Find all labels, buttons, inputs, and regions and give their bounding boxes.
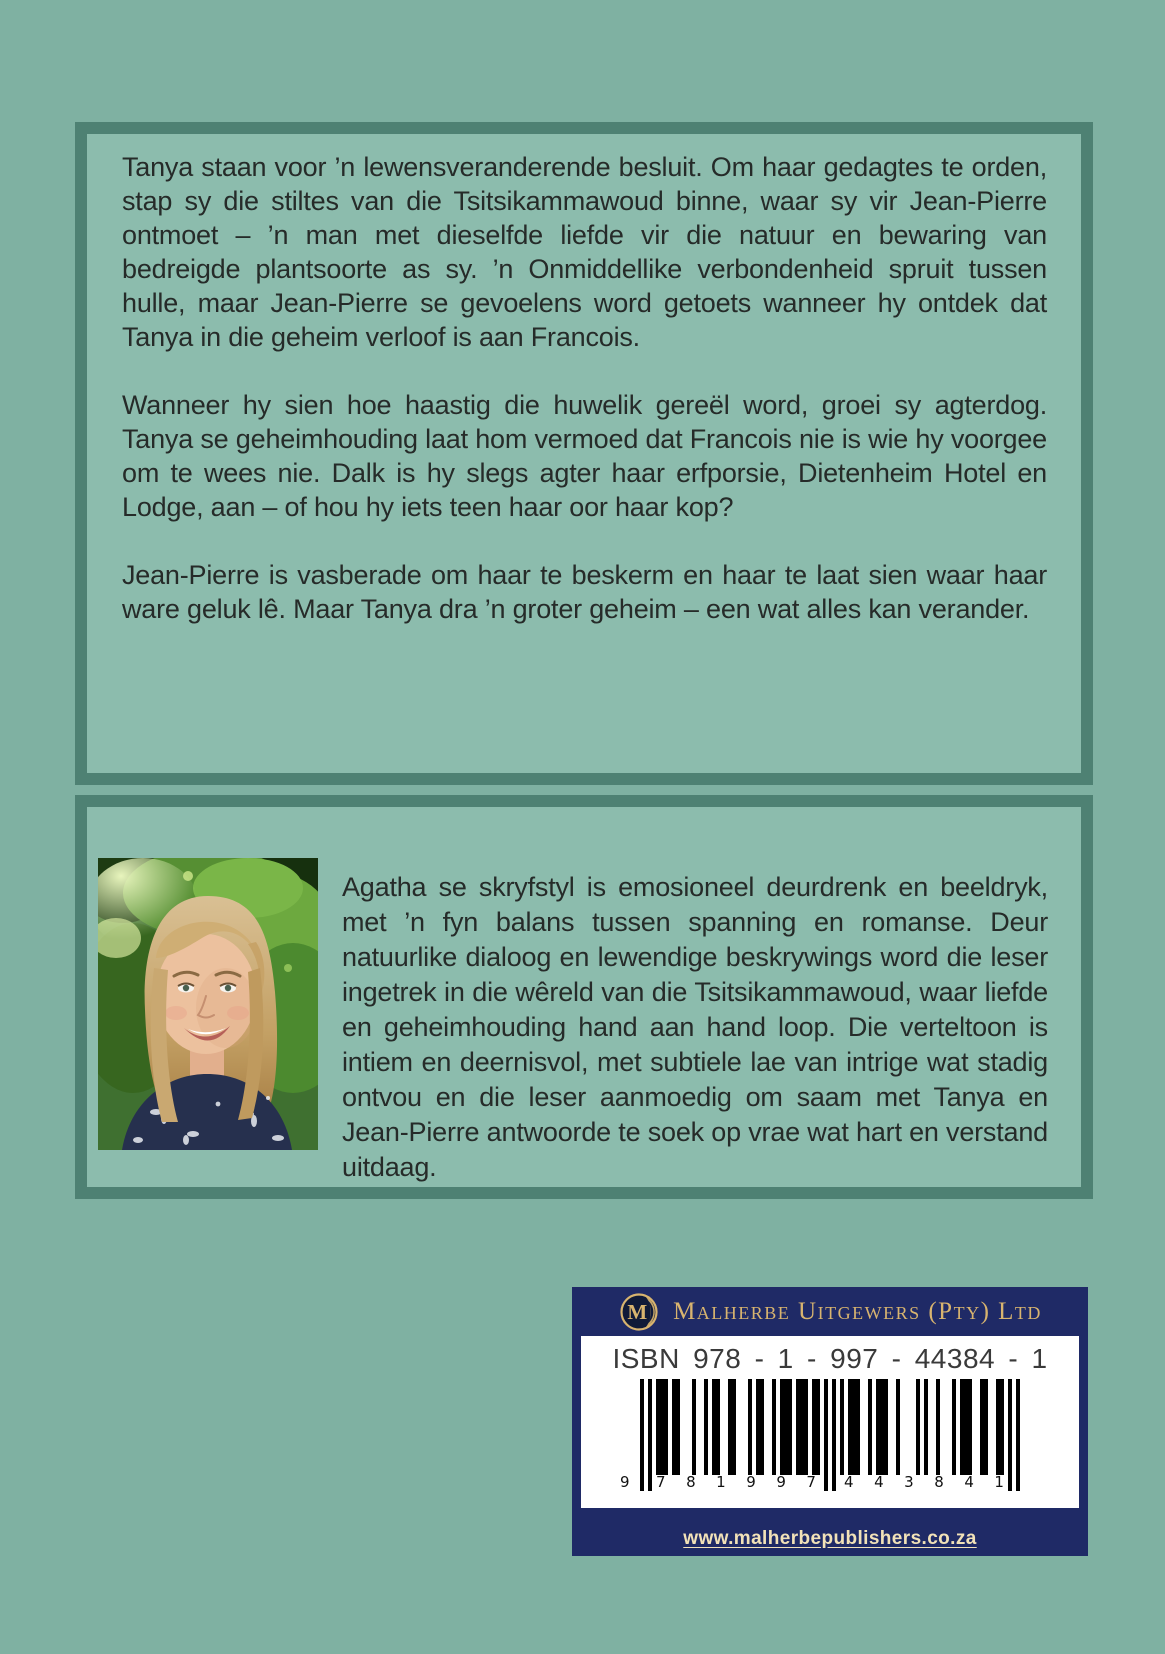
isbn-number: ISBN 978 - 1 - 997 - 44384 - 1 xyxy=(612,1343,1048,1374)
author-photo-illustration xyxy=(98,858,318,1150)
review-box xyxy=(75,795,1093,1199)
synopsis-paragraph-1: Tanya staan voor ’n lewensveranderende besluit. Om haar gedagtes te orden, stap sy die stiltes van die Tsitsikammawoud binne, waar sy vir Jean-Pierre ontmoet – ’n man met dieselfde liefde vir die natuur en bewaring van bedreigde plantsoorte as sy. ’n Onmiddellike verbondenheid spruit tussen hulle, maar Jean-Pierre se gevoelens word getoets wanneer hy ontdek dat Tanya in die geheim verloof is aan Francois. xyxy=(122,152,1047,352)
publisher-logo-icon xyxy=(618,1291,660,1333)
synopsis-paragraph-3: Jean-Pierre is vasberade om haar te beskerm en haar te laat sien waar haar ware geluk lê. Maar Tanya dra ’n groter geheim – een wat alles kan verander. xyxy=(122,560,1047,624)
review-paragraph: Agatha se skryfstyl is emosioneel deurdrenk en beeldryk, met ’n fyn balans tussen spanning en romanse. Deur natuurlike dialoog en lewendige beskrywings word die leser ingetrek in die wêreld van die Tsitsikammawoud, waar liefde en geheimhouding hand aan hand loop. Die verteltoon is intiem en deernisvol, met subtiele lae van intrige wat stadig ontvou en die leser aanmoedig om saam met Tanya en Jean-Pierre antwoorde te soek op vrae wat hart en verstand uitdaag. xyxy=(342,872,1048,1182)
barcode-digits-left: 7 8 1 9 9 7 xyxy=(656,1473,816,1491)
synopsis-box xyxy=(75,122,1093,785)
publisher-footer xyxy=(572,1521,1088,1556)
barcode-digit-first: 9 xyxy=(620,1473,630,1491)
author-photo xyxy=(98,858,318,1150)
svg-text:M: M xyxy=(627,1299,648,1324)
website-link[interactable]: www.malherbepublishers.co.za xyxy=(683,1527,977,1549)
barcode xyxy=(620,1379,1020,1507)
publisher-block xyxy=(572,1287,1088,1556)
isbn-panel xyxy=(581,1336,1079,1508)
publisher-header xyxy=(572,1287,1088,1336)
barcode-digits-right: 4 4 3 8 4 1 xyxy=(844,1473,1004,1491)
synopsis-paragraph-2: Wanneer hy sien hoe haastig die huwelik gereël word, groei sy agterdog. Tanya se geheimhouding laat hom vermoed dat Francois nie is wie hy voorgee om te wees nie. Dalk is hy slegs agter haar erfporsie, Dietenheim Hotel en Lodge, aan – of hou hy iets teen haar oor haar kop? xyxy=(122,390,1047,522)
publisher-name: Malherbe Uitgewers (Pty) Ltd xyxy=(673,1297,1042,1325)
synopsis-text xyxy=(87,134,1081,626)
